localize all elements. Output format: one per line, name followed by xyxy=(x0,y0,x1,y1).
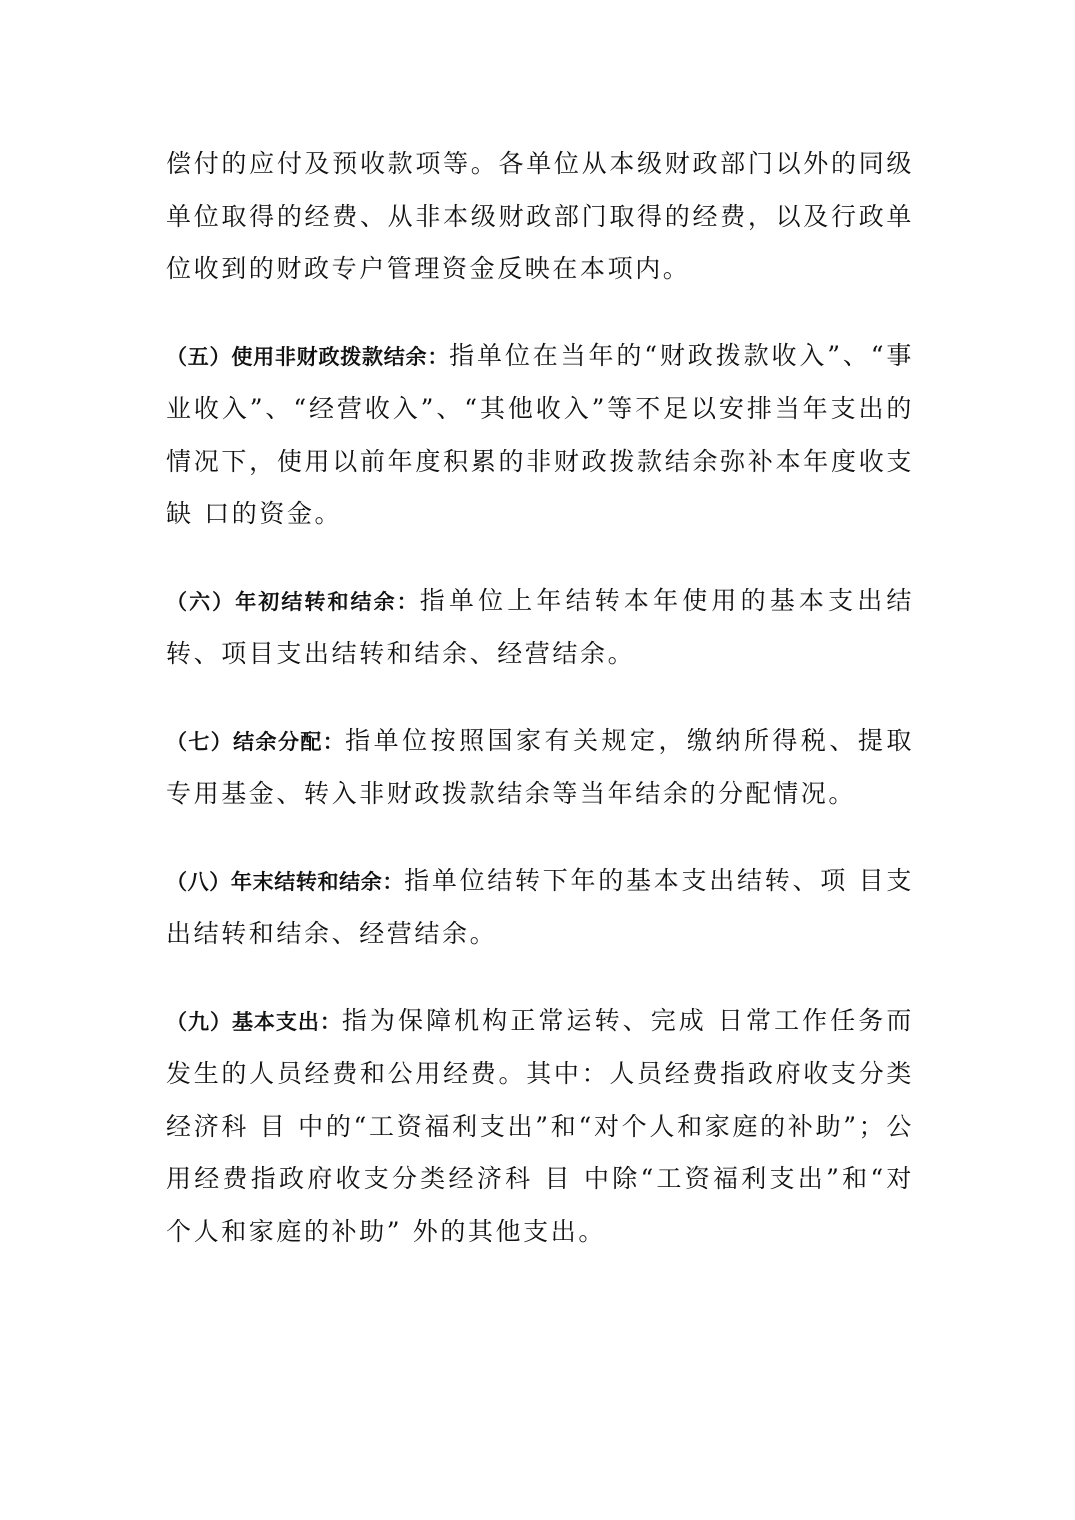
paragraph-continuation xyxy=(166,138,914,296)
paragraph-basic-expenditure xyxy=(166,995,914,1259)
paragraph-text: 指单位在当年的“财政拨款收入”、“事业收入”、“经营收入”、“其他收入”等不足以安排当年支出的情况下，使用以前年度积累的非财政拨款结余弥补本年度收支缺 口的资金。 xyxy=(166,340,914,528)
paragraph-surplus-distribution xyxy=(166,715,914,821)
paragraph-heading: （七）结余分配： xyxy=(166,729,346,754)
paragraph-text: 指单位结转下年的基本支出结转、项 目支出结转和结余、经营结余。 xyxy=(166,865,914,948)
paragraph-non-fiscal-surplus-use xyxy=(166,330,914,541)
paragraph-heading: （六）年初结转和结余： xyxy=(166,589,420,614)
paragraph-text: 指单位上年结转本年使用的基本支出结转、项目支出结转和结余、经营结余。 xyxy=(166,585,915,668)
paragraph-text: 偿付的应付及预收款项等。各单位从本级财政部门以外的同级单位取得的经费、从非本级财政部门取得的经费，以及行政单位收到的财政专户管理资金反映在本项内。 xyxy=(166,149,914,283)
paragraph-heading: （九）基本支出： xyxy=(166,1009,342,1034)
document-body xyxy=(166,138,914,1258)
paragraph-text: 指单位按照国家有关规定，缴纳所得税、提取专用基金、转入非财政拨款结余等当年结余的分配情况。 xyxy=(166,725,914,808)
paragraph-text: 指为保障机构正常运转、完成 日常工作任务而发生的人员经费和公用经费。其中：人员经费指政府收支分类经济科 目 中的“工资福利支出”和“对个人和家庭的补助”；公用经费指政府收支分类经济科 目 中除“工资福利支出”和“对个人和家庭的补助” 外的其他支出。 xyxy=(166,1005,914,1246)
paragraph-heading: （八）年末结转和结余： xyxy=(166,869,405,894)
paragraph-year-end-carryover xyxy=(166,855,914,961)
paragraph-beginning-carryover xyxy=(166,575,914,681)
paragraph-heading: （五）使用非财政拨款结余： xyxy=(166,344,450,369)
